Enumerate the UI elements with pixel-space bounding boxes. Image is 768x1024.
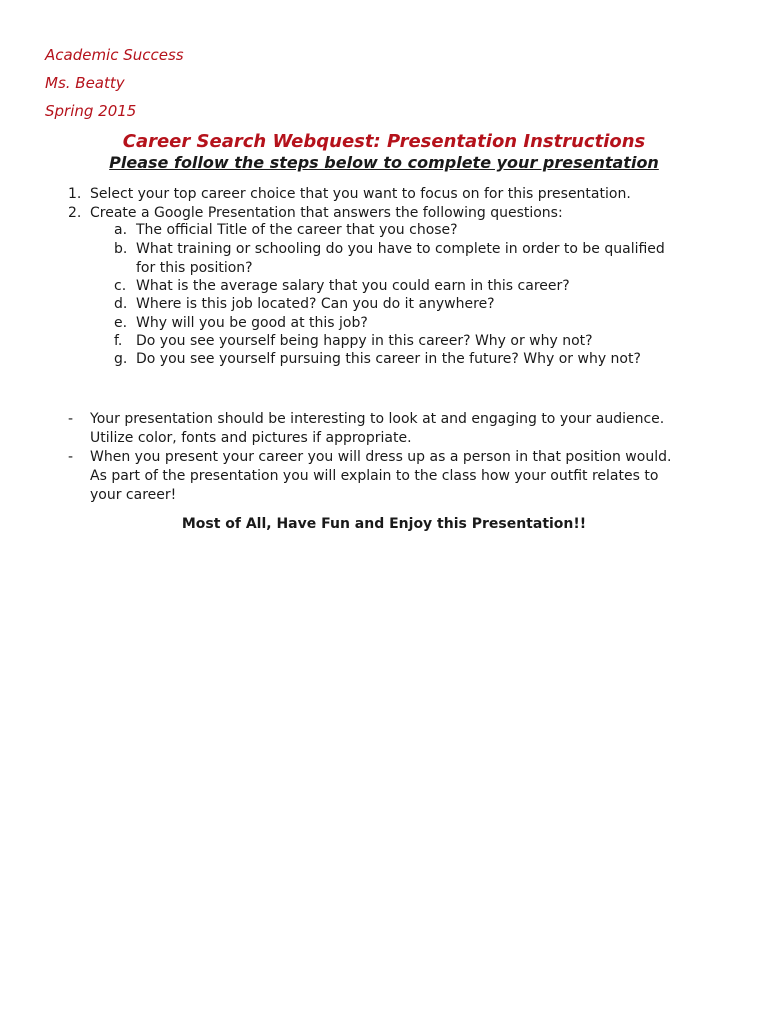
question-letter: f. — [114, 333, 123, 349]
question-letter: c. — [114, 278, 127, 294]
closing-statement: Most of All, Have Fun and Enjoy this Presentation!! — [181, 516, 587, 532]
note-text: your career! — [90, 487, 177, 503]
question-text: Do you see yourself pursuing this career in the future? Why or why not? — [136, 351, 641, 367]
note-bullet: - — [68, 449, 74, 465]
page-subtitle: Please follow the steps below to complete your presentation — [109, 153, 659, 172]
step-text: Create a Google Presentation that answers the following questions: — [90, 205, 563, 221]
question-letter: d. — [114, 296, 128, 312]
question-text: What is the average salary that you could earn in this career? — [136, 278, 570, 294]
step-number: 1. — [68, 186, 82, 202]
question-text: What training or schooling do you have to complete in order to be qualified — [136, 241, 665, 257]
note-text: Utilize color, fonts and pictures if appropriate. — [90, 430, 412, 446]
note-text: Your presentation should be interesting to look at and engaging to your audience. — [90, 411, 665, 427]
note-bullet: - — [68, 411, 74, 427]
note-text: When you present your career you will dress up as a person in that position would. — [90, 449, 672, 465]
question-text-continued: for this position? — [136, 260, 253, 276]
step-number: 2. — [68, 205, 82, 221]
question-text: The official Title of the career that you chose? — [136, 222, 458, 238]
course-name: Academic Success — [45, 46, 184, 64]
question-letter: b. — [114, 241, 128, 257]
question-text: Where is this job located? Can you do it anywhere? — [136, 296, 495, 312]
page-title: Career Search Webquest: Presentation Instructions — [122, 131, 646, 152]
teacher-name: Ms. Beatty — [45, 74, 125, 92]
note-text: As part of the presentation you will explain to the class how your outfit relates to — [90, 468, 659, 484]
step-text: Select your top career choice that you want to focus on for this presentation. — [90, 186, 631, 202]
question-text: Why will you be good at this job? — [136, 315, 368, 331]
term: Spring 2015 — [45, 102, 137, 120]
question-letter: g. — [114, 351, 128, 367]
question-letter: a. — [114, 222, 128, 238]
question-text: Do you see yourself being happy in this career? Why or why not? — [136, 333, 593, 349]
question-letter: e. — [114, 315, 128, 331]
